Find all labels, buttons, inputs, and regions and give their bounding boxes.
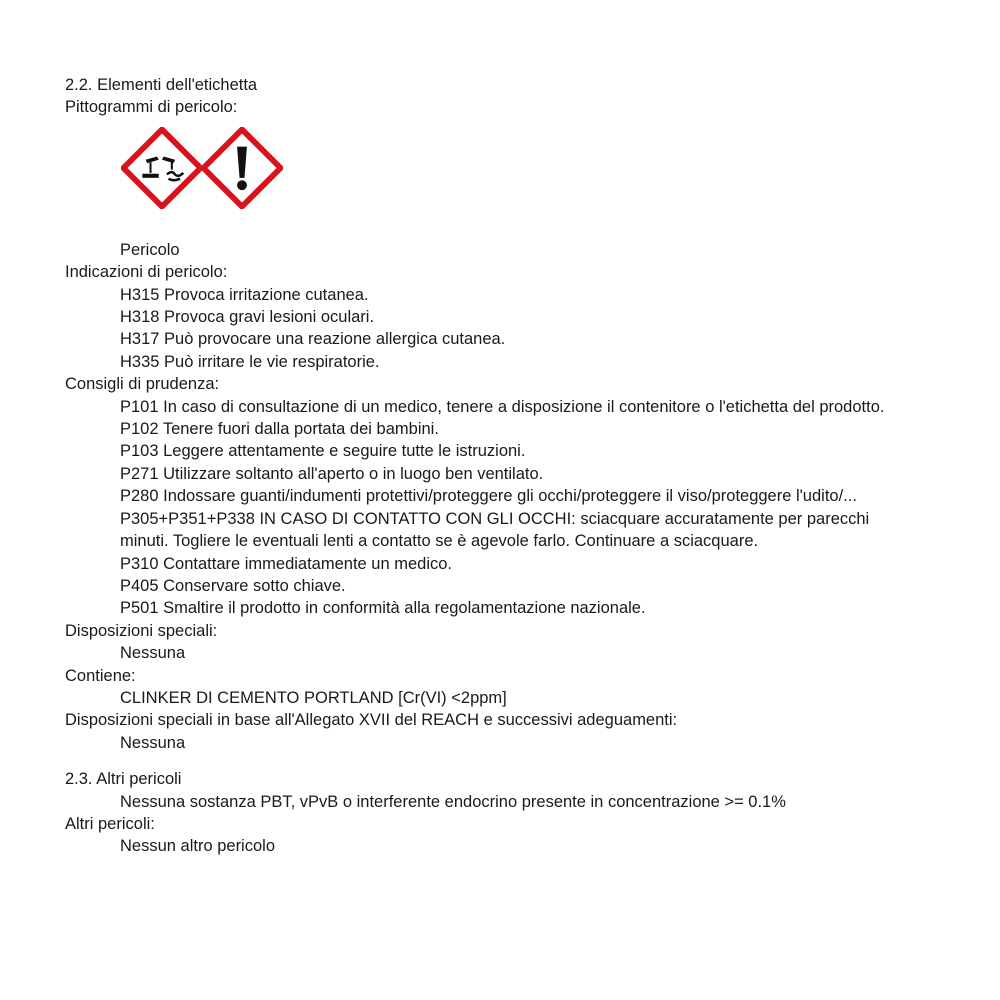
sds-section-2 — [65, 74, 945, 858]
hazard-statement: H317 Può provocare una reazione allergica cutanea. — [120, 330, 506, 349]
signal-word: Pericolo — [120, 240, 180, 259]
precautionary-statement: P310 Contattare immediatamente un medico. — [120, 554, 453, 573]
hazard-statement: H335 Può irritare le vie respiratorie. — [120, 352, 380, 371]
hazard-statement: H315 Provoca irritazione cutanea. — [120, 285, 369, 304]
hazard-pictograms — [120, 119, 945, 239]
contains-value: CLINKER DI CEMENTO PORTLAND [Cr(VI) <2ppm] — [120, 688, 507, 707]
hazard-statement: H318 Provoca gravi lesioni oculari. — [120, 308, 375, 327]
reach-provisions-value: Nessuna — [120, 733, 186, 752]
ghs05-corrosion-icon — [121, 127, 203, 209]
precautionary-statement: P305+P351+P338 IN CASO DI CONTATTO CON GLI OCCHI: sciacquare accuratamente per parecchi minuti. Togliere le eventuali lenti a contatto se è agevole farlo. Continuare a sciacquare. — [120, 509, 870, 551]
section-2-2-title: 2.2. Elementi dell'etichetta — [65, 76, 258, 94]
other-hazards-label: Altri pericoli: — [65, 814, 155, 833]
precautionary-statement: P102 Tenere fuori dalla portata dei bambini. — [120, 420, 439, 439]
precautionary-statement: P103 Leggere attentamente e seguire tutte le istruzioni. — [120, 442, 526, 461]
other-hazards-value: Nessun altro pericolo — [120, 837, 275, 856]
contains-label: Contiene: — [65, 666, 136, 685]
precautionary-statement: P280 Indossare guanti/indumenti protettivi/proteggere gli occhi/proteggere il viso/proteggere l'udito/... — [120, 487, 857, 506]
precautionary-statement: P405 Conservare sotto chiave. — [120, 576, 346, 595]
reach-provisions-label: Disposizioni speciali in base all'Allegato XVII del REACH e successivi adeguamenti: — [65, 711, 678, 730]
pictograms-label: Pittogrammi di pericolo: — [65, 98, 238, 117]
ghs07-exclamation-icon — [201, 127, 283, 209]
precautionary-statement: P501 Smaltire il prodotto in conformità alla regolamentazione nazionale. — [120, 599, 646, 618]
pbt-statement: Nessuna sostanza PBT, vPvB o interferente endocrino presente in concentrazione >= 0.1% — [120, 792, 786, 811]
special-provisions-label: Disposizioni speciali: — [65, 621, 218, 640]
section-2-3-title: 2.3. Altri pericoli — [65, 770, 182, 789]
hazard-statements-label: Indicazioni di pericolo: — [65, 263, 228, 282]
precautionary-statement: P101 In caso di consultazione di un medico, tenere a disposizione il contenitore o l'etichetta del prodotto. — [120, 397, 885, 416]
section-gap — [65, 754, 945, 768]
precautionary-statements-label: Consigli di prudenza: — [65, 375, 220, 394]
special-provisions-value: Nessuna — [120, 644, 186, 663]
precautionary-statement: P271 Utilizzare soltanto all'aperto o in luogo ben ventilato. — [120, 464, 544, 483]
